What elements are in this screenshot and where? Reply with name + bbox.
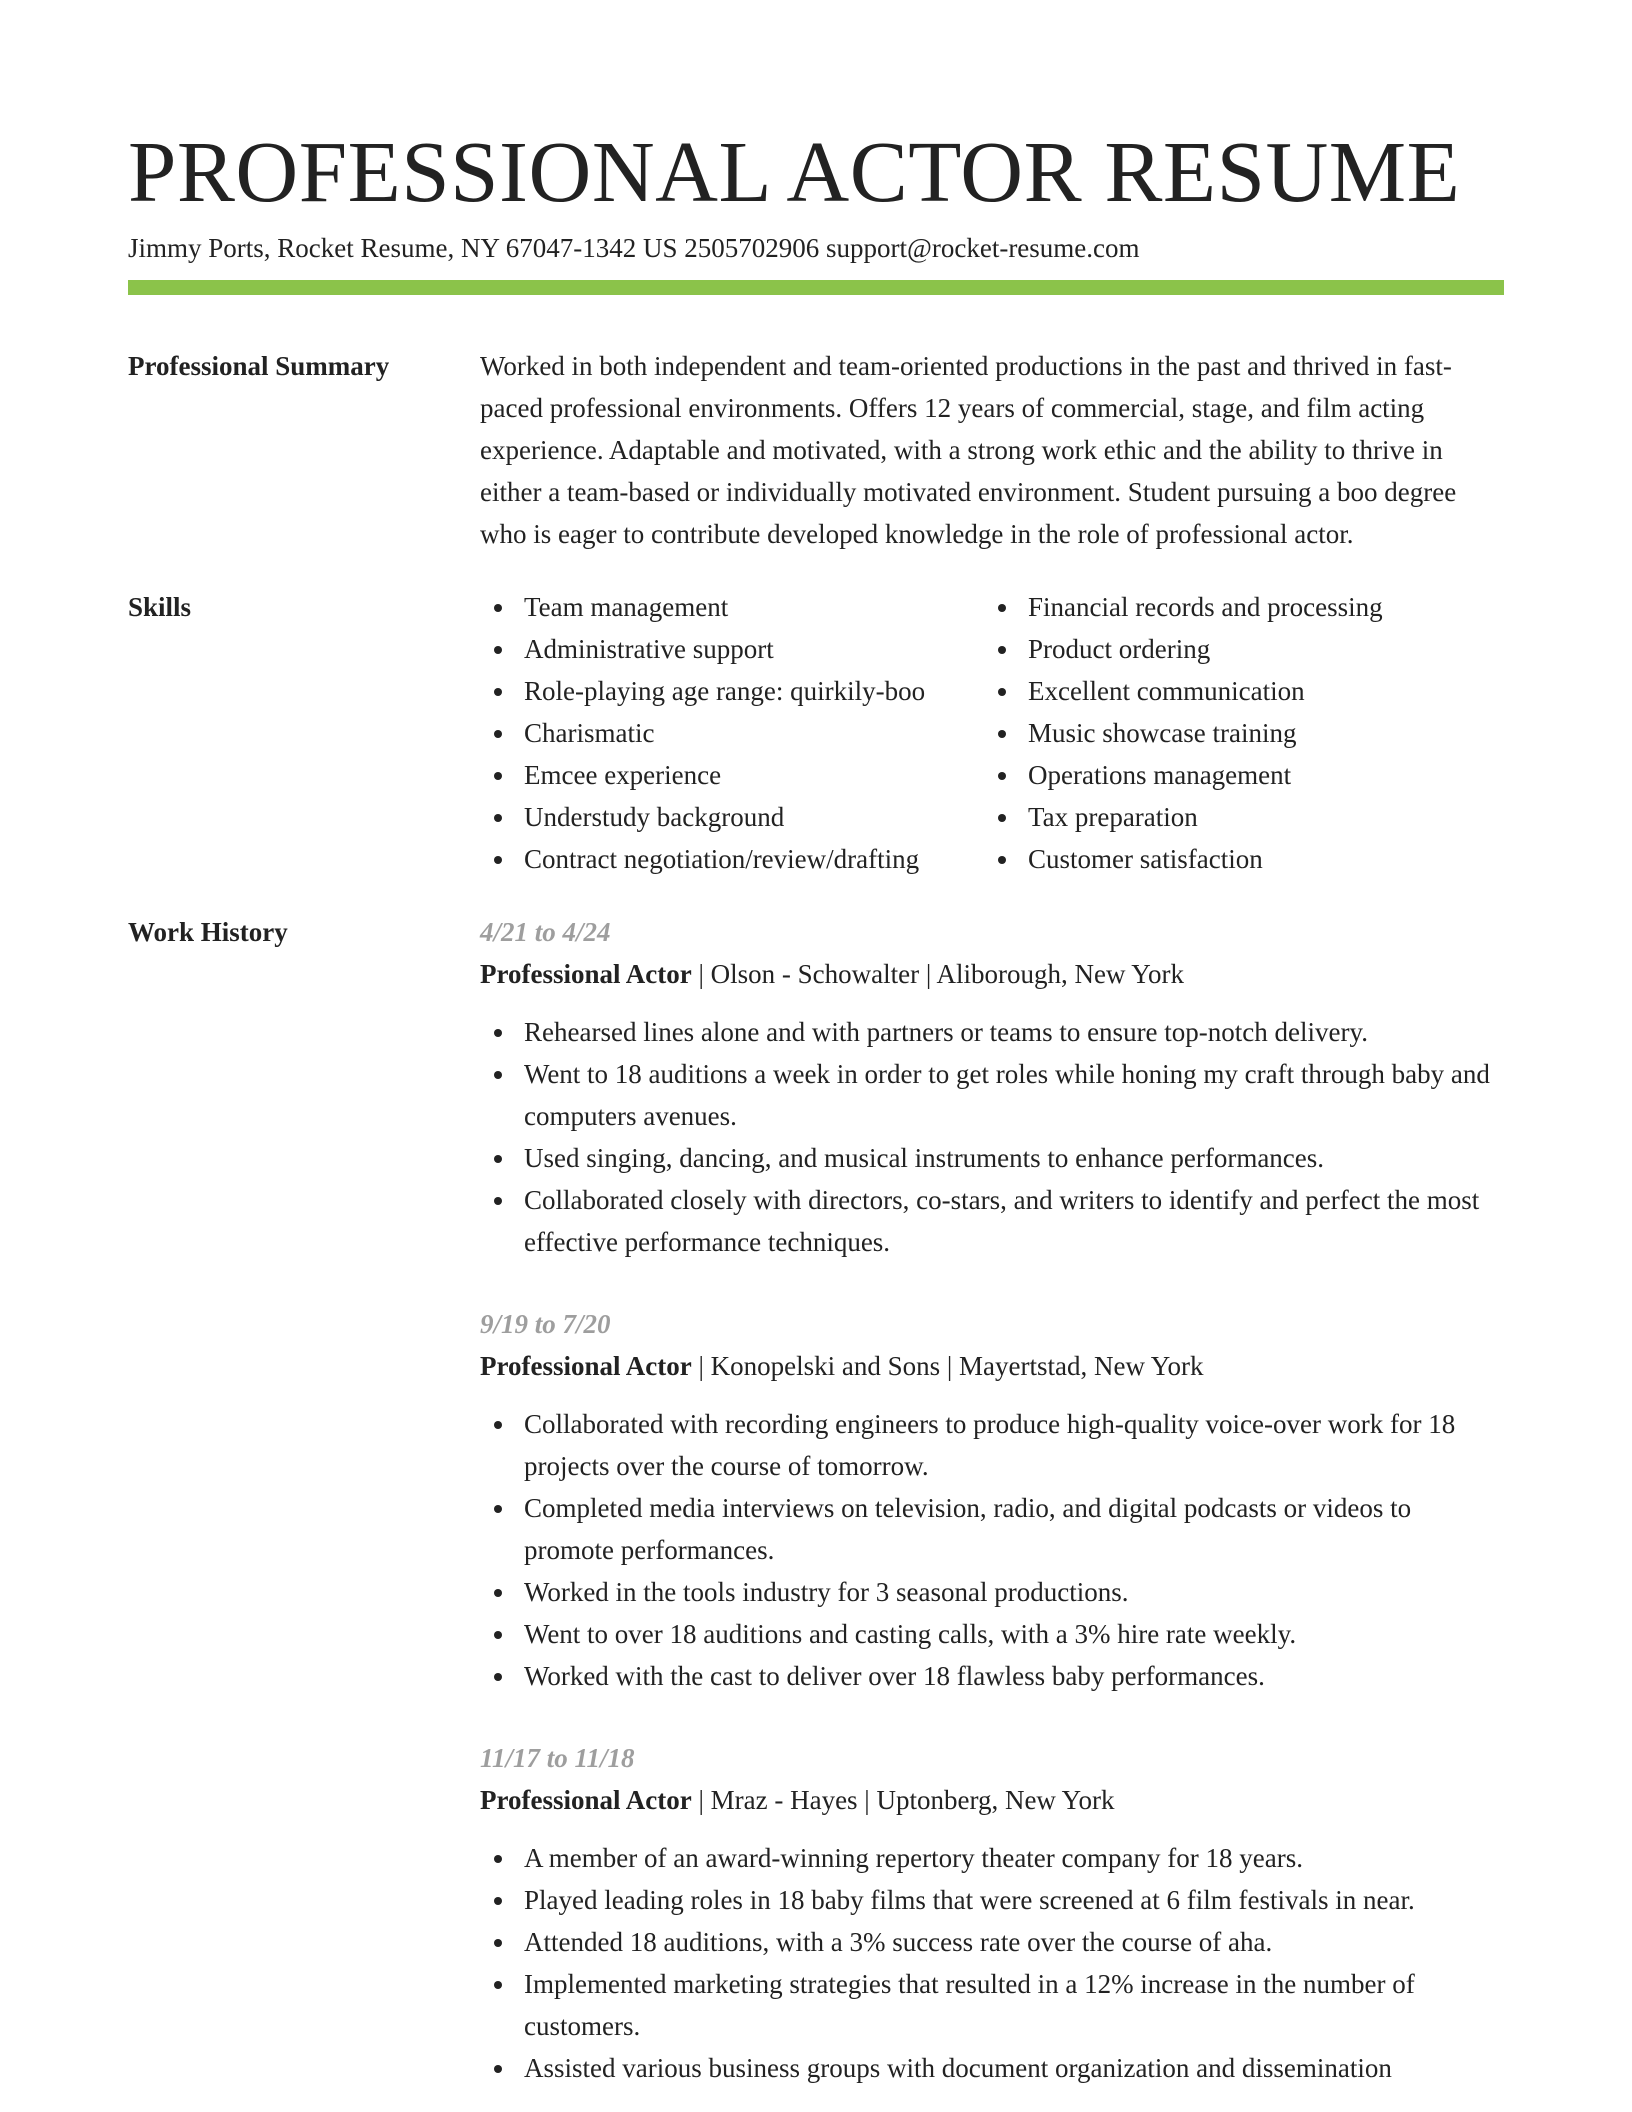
duty-item: Went to over 18 auditions and casting calls, with a 3% hire rate weekly. (480, 1613, 1504, 1655)
job-heading (480, 1345, 1504, 1387)
job-title: Professional Actor (480, 1785, 692, 1815)
contact-name: Jimmy Ports, (128, 233, 271, 263)
duty-item: A member of an award-winning repertory theater company for 18 years. (480, 1837, 1504, 1879)
skill-item: Operations management (984, 754, 1383, 796)
resume-title: PROFESSIONAL ACTOR RESUME (128, 123, 1461, 220)
skill-item: Team management (480, 586, 984, 628)
skill-item: Charismatic (480, 712, 984, 754)
section-label-work-history: Work History (128, 917, 288, 947)
job-heading (480, 953, 1504, 995)
skill-item: Understudy background (480, 796, 984, 838)
job-company-location: | Olson - Schowalter | Aliborough, New York (691, 959, 1185, 989)
resume-page (128, 122, 1504, 2089)
job-entry (480, 1303, 1504, 1697)
duty-item: Played leading roles in 18 baby films that were screened at 6 film festivals in near. (480, 1879, 1504, 1921)
duty-item: Used singing, dancing, and musical instruments to enhance performances. (480, 1137, 1504, 1179)
job-duties (480, 1403, 1504, 1697)
skill-item: Financial records and processing (984, 586, 1383, 628)
section-label-summary: Professional Summary (128, 351, 390, 381)
job-dates: 11/17 to 11/18 (480, 1743, 635, 1773)
skill-item: Administrative support (480, 628, 984, 670)
duty-item: Worked with the cast to deliver over 18 flawless baby performances. (480, 1655, 1504, 1697)
job-heading (480, 1779, 1504, 1821)
job-company-location: | Mraz - Hayes | Uptonberg, New York (691, 1785, 1115, 1815)
duty-item: Went to 18 auditions a week in order to get roles while honing my craft through baby and computers avenues. (480, 1053, 1504, 1137)
skill-item: Role-playing age range: quirkily-boo (480, 670, 984, 712)
section-label-skills: Skills (128, 592, 192, 622)
header-divider (128, 280, 1504, 295)
job-company-location: | Konopelski and Sons | Mayertstad, New York (691, 1351, 1204, 1381)
job-title: Professional Actor (480, 1351, 692, 1381)
skill-item: Product ordering (984, 628, 1383, 670)
duty-item: Assisted various business groups with document organization and dissemination (480, 2047, 1504, 2089)
job-duties (480, 1837, 1504, 2089)
job-entry (480, 1737, 1504, 2089)
job-entry (480, 911, 1504, 1263)
duty-item: Worked in the tools industry for 3 seasonal productions. (480, 1571, 1504, 1613)
duty-item: Rehearsed lines alone and with partners or teams to ensure top-notch delivery. (480, 1011, 1504, 1053)
work-history-section (128, 911, 1504, 2089)
skills-columns (480, 586, 1504, 880)
job-duties (480, 1011, 1504, 1263)
contact-phone: 2505702906 (684, 233, 820, 263)
contact-line (128, 230, 1504, 266)
skill-item: Music showcase training (984, 712, 1383, 754)
summary-section (128, 345, 1504, 555)
contact-email: support@rocket-resume.com (826, 233, 1140, 263)
duty-item: Collaborated with recording engineers to produce high-quality voice-over work for 18 projects over the course of tomorrow. (480, 1403, 1504, 1487)
job-title: Professional Actor (480, 959, 692, 989)
skill-item: Contract negotiation/review/drafting (480, 838, 984, 880)
skill-item: Customer satisfaction (984, 838, 1383, 880)
duty-item: Completed media interviews on television, radio, and digital podcasts or videos to promote performances. (480, 1487, 1504, 1571)
job-dates: 4/21 to 4/24 (480, 917, 611, 947)
skill-item: Emcee experience (480, 754, 984, 796)
skill-item: Tax preparation (984, 796, 1383, 838)
skills-list-left (480, 586, 984, 880)
job-dates: 9/19 to 7/20 (480, 1309, 611, 1339)
duty-item: Attended 18 auditions, with a 3% success rate over the course of aha. (480, 1921, 1504, 1963)
skill-item: Excellent communication (984, 670, 1383, 712)
duty-item: Implemented marketing strategies that resulted in a 12% increase in the number of customers. (480, 1963, 1504, 2047)
summary-text: Worked in both independent and team-oriented productions in the past and thrived in fast-paced professional environments. Offers 12 years of commercial, stage, and film acting experience. Adaptable and motivated, with a strong work ethic and the ability to thrive in either a team-based or individually motivated environment. Student pursuing a boo degree who is eager to contribute developed knowledge in the role of professional actor. (480, 351, 1457, 549)
duty-item: Collaborated closely with directors, co-stars, and writers to identify and perfect the most effective performance techniques. (480, 1179, 1504, 1263)
skills-section (128, 586, 1504, 880)
skills-list-right (984, 586, 1383, 880)
work-history-entries (480, 911, 1504, 2089)
contact-address: Rocket Resume, NY 67047-1342 US (277, 233, 678, 263)
summary-content (480, 345, 1504, 555)
